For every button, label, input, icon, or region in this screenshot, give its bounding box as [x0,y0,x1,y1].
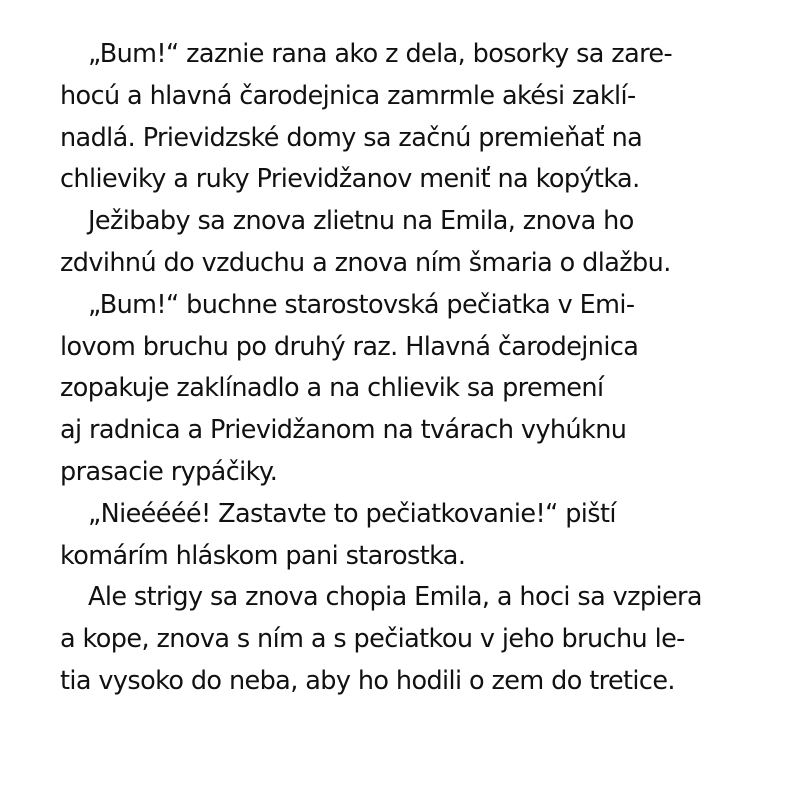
text-line: prasacie rypáčiky. [60,456,278,487]
text-line: chlieviky a ruky Prievidžanov meniť na kopýtka. [60,164,640,195]
text-line: hocú a hlavná čarodejnica zamrmle akési zaklí- [60,80,636,111]
text-line: „Bum!“ zaznie rana ako z dela, bosorky sa zare- [88,39,673,69]
text-line: lovom bruchu po druhý raz. Hlavná čarodejnica [60,331,639,362]
text-line: Ale strigy sa znova chopia Emila, a hoci sa vzpiera [88,582,702,613]
text-line: aj radnica a Prievidžanom na tvárach vyhúknu [60,415,627,446]
text-line: a kope, znova s ním a s pečiatkou v jeho bruchu le- [60,624,685,655]
text-line: komárím hláskom pani starostka. [60,540,466,571]
text-line: tia vysoko do neba, aby ho hodili o zem do tretice. [60,665,675,696]
story-text [60,34,760,703]
text-line: zopakuje zaklínadlo a na chlievik sa premení [60,373,604,404]
text-line: Ježibaby sa znova zlietnu na Emila, znova ho [88,206,634,237]
text-line: nadlá. Prievidzské domy sa začnú premieňať na [60,122,643,153]
text-line: „Nieéééé! Zastavte to pečiatkovanie!“ piští [88,498,616,529]
text-line: „Bum!“ buchne starostovská pečiatka v Emi- [88,289,635,320]
text-line: zdvihnú do vzduchu a znova ním šmaria o dlažbu. [60,247,671,278]
